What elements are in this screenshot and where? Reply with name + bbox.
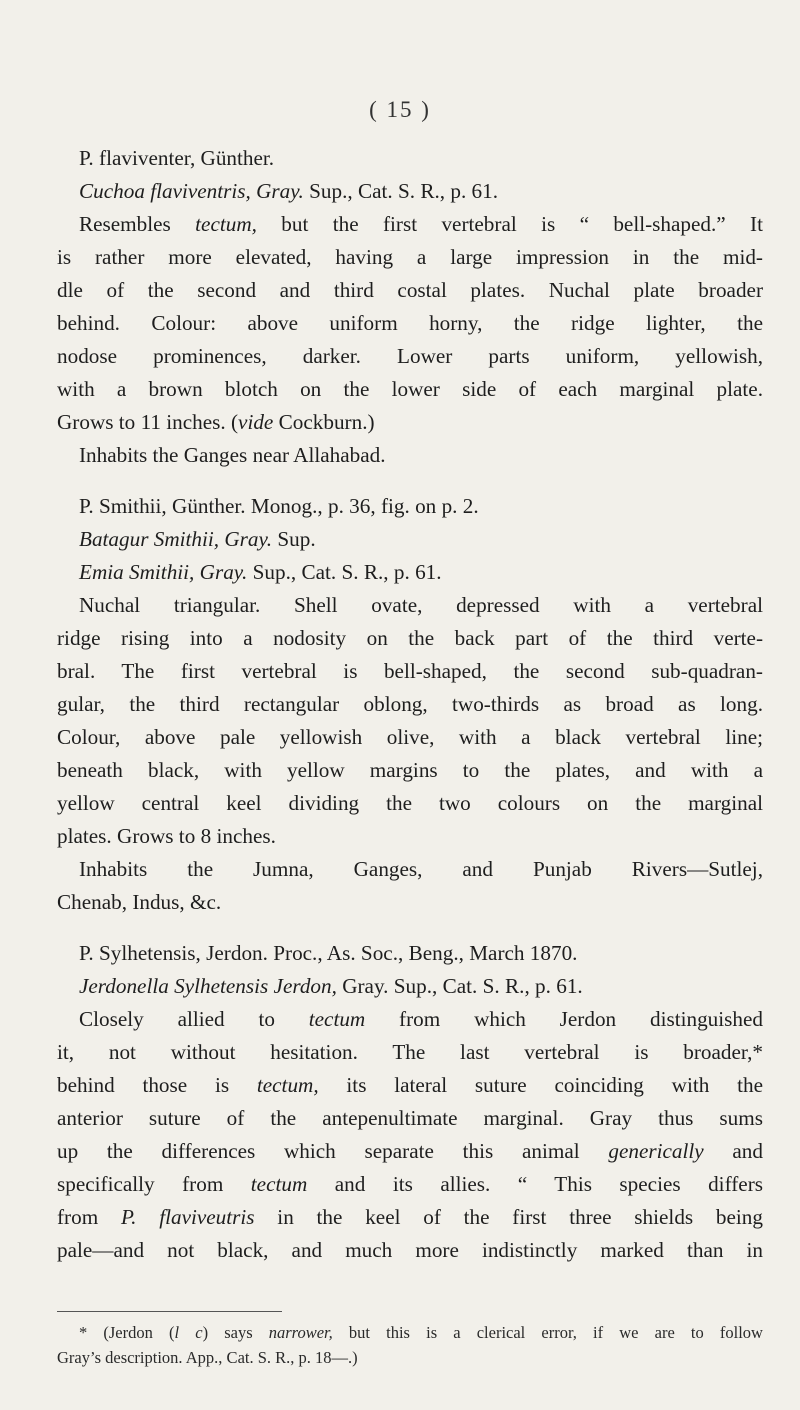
species-entry-smithii (57, 490, 763, 919)
text-line (57, 373, 763, 406)
italic-text: tectum (308, 1007, 366, 1031)
footnote-line (57, 1345, 763, 1370)
habitat-line: Chenab, Indus, &c. (57, 890, 222, 914)
italic-text: generically (608, 1139, 704, 1163)
text-line (57, 1036, 763, 1069)
text-run: pale—and not black, and much more indistinctly marked than in (57, 1238, 763, 1262)
text-line (57, 820, 763, 853)
text-run: up the differences which separate this animal (57, 1139, 609, 1163)
text-line (57, 754, 763, 787)
text-run: Grows to 11 inches. ( (57, 410, 239, 434)
synonym-reference: Sup. (272, 527, 316, 551)
synonym-line (57, 523, 763, 556)
text-line (57, 721, 763, 754)
text-run: yellow central keel dividing the two colours on the marginal (57, 791, 763, 815)
synonym-name: Emia Smithii, Gray. (79, 560, 248, 584)
text-run: Colour, above pale yellowish olive, with a black vertebral line; (57, 725, 763, 749)
synonym-reference: Gray. Sup., Cat. S. R., p. 61. (336, 974, 583, 998)
italic-text: tectum, (195, 212, 257, 236)
text-line (57, 1069, 763, 1102)
text-line (57, 241, 763, 274)
text-run: Gray’s description. App., Cat. S. R., p. 18—.) (57, 1348, 358, 1367)
text-run: from (57, 1205, 121, 1229)
text-run: with a brown blotch on the lower side of each marginal plate. (57, 377, 763, 401)
footnote-rule (57, 1311, 282, 1312)
italic-text: P. flaviveutris (120, 1205, 255, 1229)
text-run: plates. Grows to 8 inches. (57, 824, 276, 848)
habitat-line: Inhabits the Jumna, Ganges, and Punjab Rivers—Sutlej, (79, 857, 763, 881)
text-run: in the keel of the first three shields being (254, 1205, 763, 1229)
synonym-reference: Sup., Cat. S. R., p. 61. (247, 560, 442, 584)
text-line (57, 307, 763, 340)
text-run: nodose prominences, darker. Lower parts uniform, yellowish, (57, 344, 763, 368)
species-heading: P. Smithii, Günther. Monog., p. 36, fig. on p. 2. (79, 494, 479, 518)
text-line (57, 406, 763, 439)
italic-text: tectum, (256, 1073, 319, 1097)
footnote-line (57, 1320, 763, 1345)
text-line (57, 787, 763, 820)
text-run: Resembles (79, 212, 196, 236)
italic-text: narrower, (268, 1323, 333, 1342)
text-run: and (703, 1139, 763, 1163)
synonym-reference: Sup., Cat. S. R., p. 61. (303, 179, 499, 203)
text-line (57, 1234, 763, 1267)
text-run: and its allies. “ This species differs (307, 1172, 764, 1196)
text-run: gular, the third rectangular oblong, two-thirds as broad as long. (57, 692, 763, 716)
text-line (57, 688, 763, 721)
text-run: Closely allied to (79, 1007, 309, 1031)
synonym-name: Batagur Smithii, Gray. (79, 527, 273, 551)
text-run: ridge rising into a nodosity on the back part of the third verte- (57, 626, 763, 650)
text-run: bral. The first vertebral is bell-shaped, the second sub-quadran- (57, 659, 763, 683)
text-run: dle of the second and third costal plates. Nuchal plate broader (57, 278, 763, 302)
synonym-name: Jerdonella Sylhetensis Jerdon, (79, 974, 337, 998)
text-run: anterior suture of the antepenultimate marginal. Gray thus sums (57, 1106, 763, 1130)
text-line (57, 589, 763, 622)
text-line (57, 622, 763, 655)
species-description (57, 1003, 763, 1267)
text-line (57, 1201, 763, 1234)
text-run: ) says (202, 1323, 269, 1342)
page-body (57, 142, 763, 1285)
species-entry-flaviventer (57, 142, 763, 472)
text-run: from which Jerdon distinguished (365, 1007, 763, 1031)
footnote (57, 1320, 763, 1370)
text-run: Nuchal triangular. Shell ovate, depressed with a vertebral (79, 593, 763, 617)
text-line (57, 340, 763, 373)
text-run: specifically from (57, 1172, 251, 1196)
text-run: its lateral suture coinciding with the (318, 1073, 763, 1097)
text-line (57, 1102, 763, 1135)
synonym-line (57, 175, 763, 208)
text-run: but this is a clerical error, if we are to follow (332, 1323, 763, 1342)
italic-text: vide (238, 410, 274, 434)
habitat-line: Inhabits the Ganges near Allahabad. (79, 443, 386, 467)
synonym-name: Cuchoa flaviventris, Gray. (79, 179, 304, 203)
text-run: but the first vertebral is “ bell-shaped.” It (256, 212, 763, 236)
text-line (57, 1135, 763, 1168)
text-line (57, 208, 763, 241)
italic-text: tectum (250, 1172, 308, 1196)
text-run: it, not without hesitation. The last vertebral is broader,* (57, 1040, 763, 1064)
text-run: beneath black, with yellow margins to the plates, and with a (57, 758, 763, 782)
species-heading: P. Sylhetensis, Jerdon. Proc., As. Soc., Beng., March 1870. (79, 941, 578, 965)
species-heading: P. flaviventer, Günther. (79, 146, 275, 170)
page-number: ( 15 ) (369, 97, 431, 122)
species-description (57, 208, 763, 439)
synonym-line (57, 970, 763, 1003)
text-line (57, 1003, 763, 1036)
species-entry-sylhetensis (57, 937, 763, 1267)
text-line (57, 655, 763, 688)
italic-text: l c (174, 1323, 203, 1342)
text-run: Cockburn.) (273, 410, 375, 434)
text-run: is rather more elevated, having a large impression in the mid- (57, 245, 763, 269)
text-line (57, 274, 763, 307)
text-run: behind. Colour: above uniform horny, the ridge lighter, the (57, 311, 763, 335)
species-description (57, 589, 763, 853)
text-line (57, 1168, 763, 1201)
text-run: behind those is (57, 1073, 257, 1097)
text-run: * (Jerdon ( (79, 1323, 175, 1342)
synonym-line (57, 556, 763, 589)
